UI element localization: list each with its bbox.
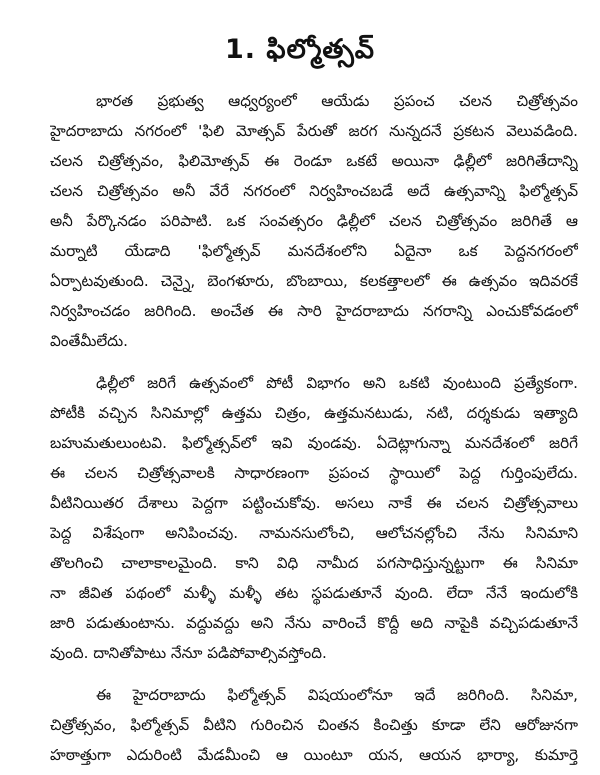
paragraph-2 [50, 368, 578, 668]
text-line: వుంది. దానితోపాటు నేనూ పడిపోవాల్సివస్తోంది. [50, 644, 327, 662]
text-line: బహుమతులుంటవి. ఫిల్మోత్సవ్‌లో ఇవి వుండవు. ఏదెట్లాగున్నా మనదేశంలో జరిగే [50, 434, 578, 452]
text-line: చిత్రోత్సవం, ఫిల్మోత్సవ్ వీటిని గురించిన చింతన కించిత్తు కూడా లేని ఆరోజునగా [50, 716, 578, 734]
text-line: భారత ప్రభుత్వ ఆధ్వర్యంలో ఆయేడు ప్రపంచ చలన చిత్రోత్సవం [96, 92, 578, 110]
text-line: మర్నాటి యేడాది 'ఫిల్మోత్సవ్ మనదేశంలోని ఏదైనా ఒక పెద్దనగరంలో [50, 242, 578, 260]
text-line: నా జీవిత పథంలో మళ్ళీ మళ్ళీ తట స్థపడుతూనే వుంది. లేదా నేనే ఇందులోకి [50, 584, 578, 602]
text-line: పోటీకి వచ్చిన సినిమాల్లో ఉత్తమ చిత్రం, ఉత్తమనటుడు, నటి, దర్శకుడు ఇత్యాది [50, 404, 578, 422]
text-line: చలన చిత్రోత్సవం అనీ వేరే నగరంలో నిర్వహించబడే అదే ఉత్సవాన్ని ఫిల్మోత్సవ్ [50, 182, 578, 200]
text-line: పెద్ద విశేషంగా అనిపించవు. నామనసులోంచి, ఆలోచనల్లోంచి నేను సినిమాని [50, 524, 578, 542]
text-line: ఈ హైదరాబాదు ఫిల్మోత్సవ్ విషయంలోనూ ఇదే జరిగింది. సినిమా, [96, 686, 578, 704]
text-line: వింతేమీలేదు. [50, 332, 128, 350]
paragraph-1 [50, 86, 578, 356]
text-line: ఏర్పాటవుతుంది. చెన్నై, బెంగళూరు, బొంబాయి, కలకత్తాలలో ఈ ఉత్సవం ఇదివరకే [50, 272, 578, 290]
text-line: చలన చిత్రోత్సవం, ఫిలిమోత్సవ్ ఈ రెండూ ఒకటే అయినా ఢిల్లీలో జరిగితేదాన్ని [50, 152, 578, 170]
text-line: అనీ పేర్కొనడం పరిపాటి. ఒక సంవత్సరం ఢిల్లీలో చలన చిత్రోత్సవం జరిగితే ఆ [50, 212, 578, 230]
text-line: హఠాత్తుగా ఎదురింటి మేడమీంచి ఆ యింటూ యన, ఆయన భార్యా, కుమార్తె [50, 746, 578, 764]
text-line: నిర్వహించడం జరిగింది. అంచేత ఈ సారి హైదరాబాదు నగరాన్ని ఎంచుకోవడంలో [50, 302, 578, 320]
text-line: హైదరాబాదు నగరంలో 'ఫిలి మోత్సవ్ పేరుతో జరగ నున్నదనే ప్రకటన వెలువడింది. [50, 122, 578, 140]
text-line: వీటినియితర దేశాలు పెద్దగా పట్టించుకోవు. అసలు నాకే ఈ చలన చిత్రోత్సవాలు [50, 494, 578, 512]
text-line: ఈ చలన చిత్రోత్సవాలకి సాధారణంగా ప్రపంచ స్థాయిలో పెద్ద గుర్తింపులేదు. [50, 464, 578, 482]
paragraph-3 [50, 680, 578, 770]
text-line: ఢిల్లీలో జరిగే ఉత్సవంలో పోటీ విభాగం అని ఒకటి వుంటుంది ప్రత్యేకంగా. [96, 374, 578, 392]
chapter-title: 1. ఫిల్మోత్సవ్ [224, 34, 375, 65]
text-line: తొలగించి చాలాకాలమైంది. కాని విధి నామీద పగసాధిస్తున్నట్టుగా ఈ సినిమా [50, 554, 578, 572]
text-line: జారి పడుతుంటాను. వద్దువద్దు అని నేను వారించే కొద్దీ అది నాపైకి వచ్చిపడుతూనే [50, 614, 578, 632]
